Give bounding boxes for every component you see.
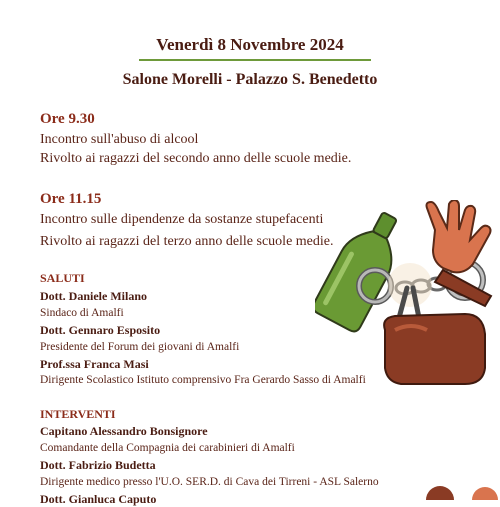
figure-head-icon: [426, 486, 454, 500]
saluti-role-3: Dirigente Scolastico Istituto comprensivo Fra Gerardo Sasso di Amalfi: [40, 374, 366, 386]
saluti-role-1: Sindaco di Amalfi: [40, 307, 124, 319]
event-venue: Salone Morelli - Palazzo S. Benedetto: [122, 71, 378, 88]
interventi-name-1: Capitano Alessandro Bonsignore: [40, 424, 208, 438]
session-2-audience: Rivolto ai ragazzi del terzo anno delle scuole medie.: [40, 234, 334, 249]
interventi-role-2: Dirigente medico presso l'U.O. SER.D. di Cava dei Tirreni - ASL Salerno: [40, 476, 379, 488]
addiction-illustration: [315, 200, 500, 390]
saluti-name-3: Prof.ssa Franca Masi: [40, 357, 149, 371]
session-1-time: Ore 9.30: [40, 111, 95, 127]
saluti-heading: SALUTI: [40, 271, 85, 285]
session-1-audience: Rivolto ai ragazzi del secondo anno delle scuole medie.: [40, 151, 352, 166]
interventi-heading: INTERVENTI: [40, 407, 116, 421]
session-1-title: Incontro sull'abuso di alcool: [40, 132, 199, 147]
title-rule: [139, 59, 371, 61]
figure-head-icon-2: [472, 487, 498, 500]
interventi-name-3: Dott. Gianluca Caputo: [40, 492, 157, 506]
saluti-role-2: Presidente del Forum dei giovani di Amalfi: [40, 341, 240, 353]
saluti-name-1: Dott. Daniele Milano: [40, 289, 147, 303]
interventi-name-2: Dott. Fabrizio Budetta: [40, 458, 156, 472]
saluti-name-2: Dott. Gennaro Esposito: [40, 323, 161, 337]
event-date: Venerdì 8 Novembre 2024: [156, 35, 344, 54]
session-2-title: Incontro sulle dipendenze da sostanze stupefacenti: [40, 212, 324, 227]
bottom-illustration: [380, 470, 500, 500]
session-2-time: Ore 11.15: [40, 191, 102, 207]
interventi-role-1: Comandante della Compagnia dei carabinieri di Amalfi: [40, 442, 295, 454]
